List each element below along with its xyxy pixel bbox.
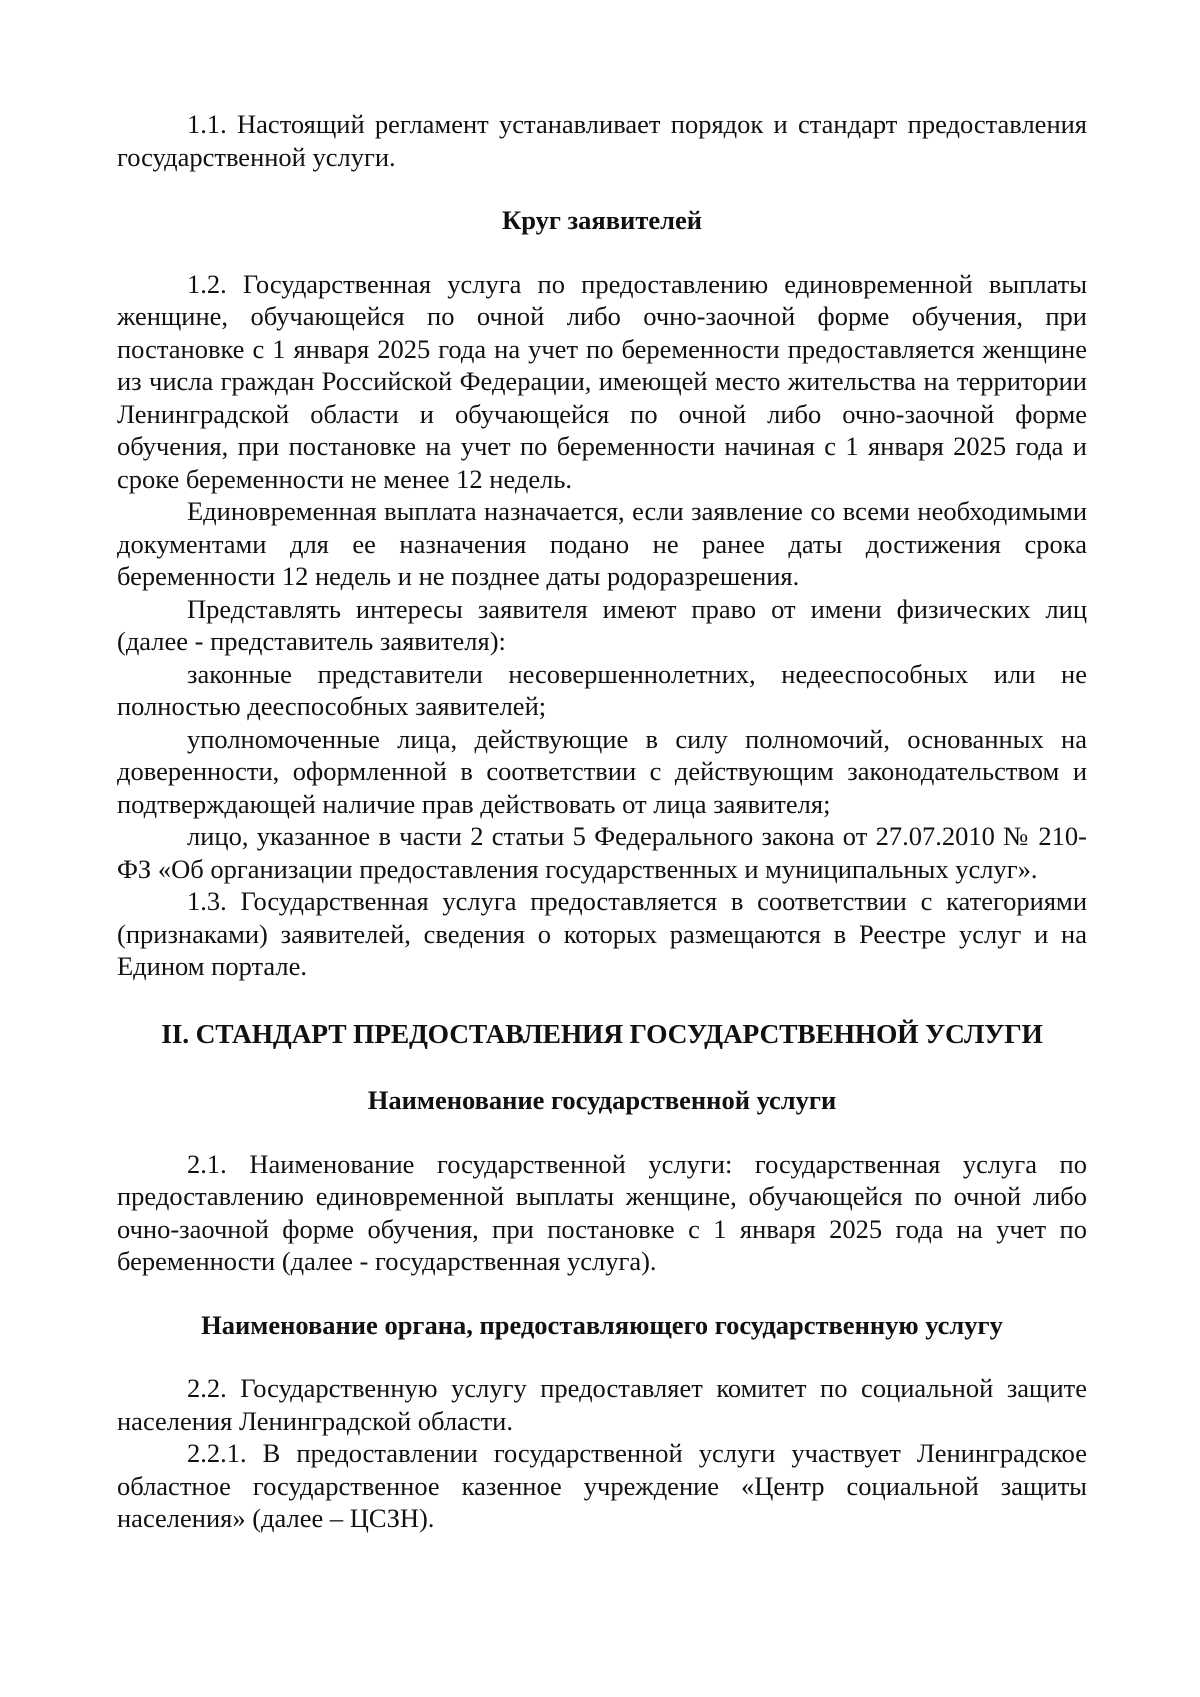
paragraph-1-3: 1.3. Государственная услуга предоставляется в соответствии с категориями (признаками) заявителей, сведения о которых размещаются в Реестре услуг и на Едином портале. xyxy=(117,886,1087,981)
paragraph-2-2-1: 2.2.1. В предоставлении государственной услуги участвует Ленинградское областное государственное казенное учреждение «Центр социальной защиты населения» (далее – ЦСЗН). xyxy=(117,1438,1087,1533)
paragraph-authorized-persons: уполномоченные лица, действующие в силу полномочий, основанных на доверенности, оформленной в соответствии с действующим законодательством и подтверждающей наличие прав действовать от лица заявителя; xyxy=(117,723,1087,819)
paragraph-1-2: 1.2. Государственная услуга по предоставлению единовременной выплаты женщине, обучающейся по очной либо очно-заочной форме обучения, при постановке с 1 января 2025 года на учет по беременности предоставляется женщине из числа граждан Российской Федерации, имеющей место жительства на территории Ленинградской области и обучающейся по очной либо очно-заочной форме обучения, при постановке на учет по беременности начиная с 1 января 2025 года и сроке беременности не менее 12 недель. xyxy=(117,268,1087,494)
paragraph-representatives: Представлять интересы заявителя имеют право от имени физических лиц (далее - представитель заявителя): xyxy=(117,593,1087,656)
heading-applicants: Круг заявителей xyxy=(501,205,702,235)
paragraph-2-2: 2.2. Государственную услугу предоставляет комитет по социальной защите населения Ленинградской области. xyxy=(117,1373,1087,1436)
spacer xyxy=(117,983,1087,1018)
heading-body-name: Наименование органа, предоставляющего государственную услугу xyxy=(201,1309,1003,1340)
spacer xyxy=(117,1050,1087,1084)
paragraph-1-1: 1.1. Настоящий регламент устанавливает порядок и стандарт предоставления государственной услуги. xyxy=(117,109,1087,172)
heading-section-2: II. СТАНДАРТ ПРЕДОСТАВЛЕНИЯ ГОСУДАРСТВЕННОЙ УСЛУГИ xyxy=(161,1017,1043,1049)
paragraph-2-1: 2.1. Наименование государственной услуги: государственная услуга по предоставлению единовременной выплаты женщине, обучающейся по очной либо очно-заочной форме обучения, при постановке с 1 января 2025 года на учет по беременности (далее - государственная услуга). xyxy=(117,1148,1087,1276)
spacer xyxy=(117,1117,1087,1148)
paragraph-legal-representatives: законные представители несовершеннолетних, недееспособных или не полностью дееспособных заявителей; xyxy=(117,658,1087,721)
document-page xyxy=(117,108,1087,1535)
paragraph-payment: Единовременная выплата назначается, если заявление со всеми необходимыми документами для ее назначения подано не ранее даты достижения срока беременности 12 недель и не позднее даты родоразрешения. xyxy=(117,496,1087,591)
spacer xyxy=(117,1278,1087,1309)
spacer xyxy=(117,237,1087,268)
heading-service-name: Наименование государственной услуги xyxy=(367,1085,837,1115)
spacer xyxy=(117,173,1087,204)
spacer xyxy=(117,1341,1087,1372)
paragraph-person-by-law: лицо, указанное в части 2 статьи 5 Федерального закона от 27.07.2010 № 210-ФЗ «Об организации предоставления государственных и муниципальных услуг». xyxy=(117,821,1087,884)
